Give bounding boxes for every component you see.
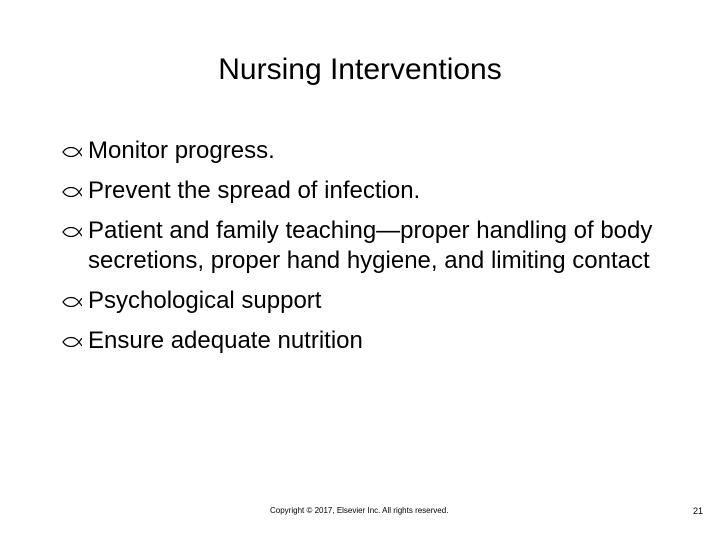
fish-bullet-icon (62, 296, 82, 308)
bullet-text: Patient and family teaching—proper handling of body secretions, proper hand hygiene, and limiting contact (88, 217, 653, 274)
bullet-text: Monitor progress. (88, 137, 275, 164)
slide-title: Nursing Interventions (218, 53, 502, 86)
fish-bullet-icon (62, 336, 82, 348)
fish-bullet-icon (62, 146, 82, 158)
bullet-text: Psychological support (88, 287, 322, 314)
bullet-item (62, 136, 682, 166)
bullet-item (62, 326, 682, 356)
fish-bullet-icon (62, 186, 82, 198)
fish-bullet-icon (62, 226, 82, 238)
bullet-text: Ensure adequate nutrition (88, 327, 363, 354)
bullet-item (62, 286, 682, 316)
page-number: 21 (693, 506, 704, 516)
bullet-item (62, 176, 682, 206)
bullet-item (62, 216, 682, 276)
bullet-list (62, 136, 682, 366)
footer-copyright: Copyright © 2017, Elsevier Inc. All rights reserved. (270, 506, 449, 515)
bullet-text: Prevent the spread of infection. (88, 177, 421, 204)
